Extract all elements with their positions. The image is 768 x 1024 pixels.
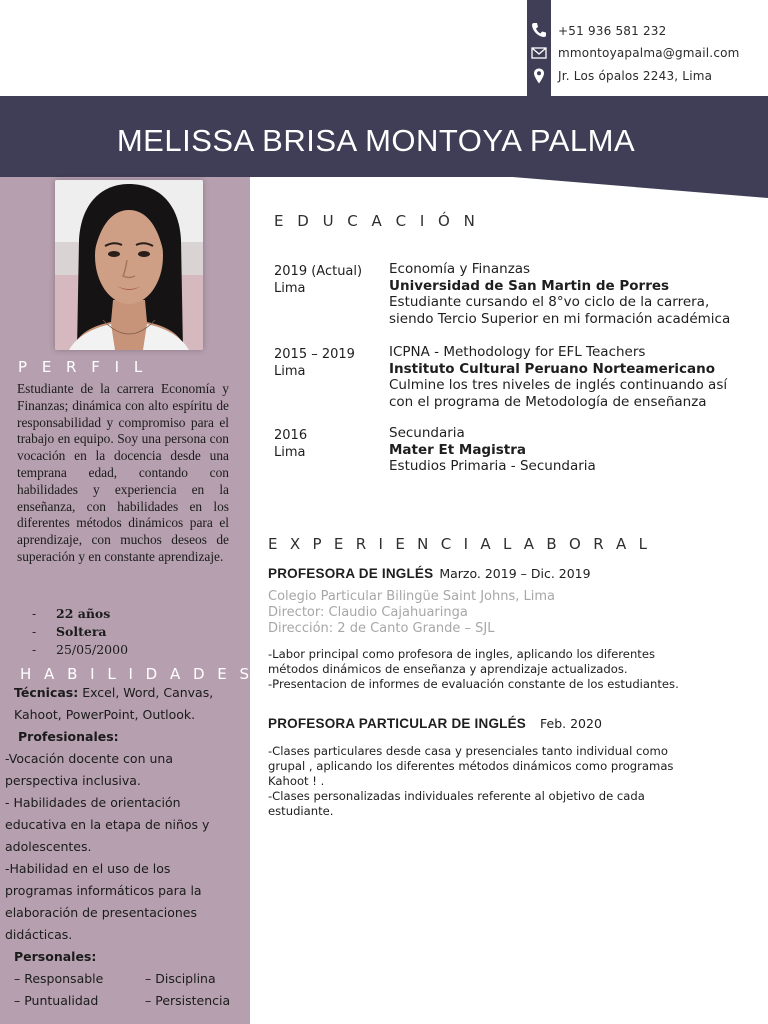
birthdate-text: 25/05/2000 — [56, 642, 129, 657]
profesionales-line: didácticas. — [5, 927, 73, 942]
education-date: 2015 – 2019 Lima — [274, 347, 355, 379]
profesionales-line: programas informáticos para la — [5, 883, 202, 898]
profesionales-line: - Habilidades de orientación — [5, 795, 181, 810]
job-title: PROFESORA PARTICULAR DE INGLÉS — [268, 716, 527, 731]
personales-item: – Puntualidad — [14, 993, 99, 1008]
job-description: -Labor principal como profesora de ingles, aplicando los diferentes métodos dinámicos de enseñanza y aprendizaje actualizados. -Presentacion de informes de evaluación constante de los estudiantes. — [268, 647, 679, 691]
perfil-heading: P E R F I L — [18, 358, 148, 376]
personales-item: – Disciplina — [145, 971, 216, 986]
email-icon — [530, 44, 548, 62]
tecnicas-label: Técnicas: — [14, 685, 79, 700]
location-pin-icon — [530, 67, 548, 85]
age-text: 22 años — [56, 606, 111, 621]
job-title: PROFESORA DE INGLÉS — [268, 566, 434, 581]
personales-label: Personales: — [14, 949, 97, 964]
profesionales-label: Profesionales: — [18, 729, 119, 744]
profesionales-line: perspectiva inclusiva. — [5, 773, 141, 788]
job-employer: Colegio Particular Bilingüe Saint Johns, Lima — [268, 589, 556, 604]
contact-icon-strip — [527, 0, 551, 96]
header-wedge-decoration — [500, 176, 768, 198]
education-field: ICPNA - Methodology for EFL Teachers — [389, 344, 646, 360]
education-date: 2019 (Actual) Lima — [274, 264, 363, 296]
contact-phone[interactable]: +51 936 581 232 — [558, 24, 667, 38]
contact-address: Jr. Los ópalos 2243, Lima — [558, 69, 713, 83]
education-entry: Secundaria Mater Et Magistra Estudios Primaria - Secundaria — [389, 425, 761, 475]
education-school: Universidad de San Martin de Porres — [389, 277, 670, 294]
education-field: Economía y Finanzas — [389, 261, 531, 277]
page-title: MELISSA BRISA MONTOYA PALMA — [116, 123, 636, 158]
header-band — [0, 96, 768, 177]
avatar — [55, 180, 203, 350]
job-director: Director: Claudio Cajahuaringa — [268, 605, 468, 620]
tecnicas-line: Técnicas: Excel, Word, Canvas, — [14, 685, 214, 700]
contact-info — [558, 0, 768, 96]
education-date: 2016 Lima — [274, 428, 308, 460]
contact-email[interactable]: mmontoyapalma@gmail.com — [558, 46, 740, 60]
profesionales-line: -Vocación docente con una — [5, 751, 173, 766]
job-dates: Feb. 2020 — [540, 716, 602, 731]
profesionales-line: adolescentes. — [5, 839, 92, 854]
profesionales-line: elaboración de presentaciones — [5, 905, 197, 920]
personales-item: – Persistencia — [145, 993, 231, 1008]
job-dates: Marzo. 2019 – Dic. 2019 — [439, 566, 591, 581]
education-heading: E D U C A C I Ó N — [274, 212, 480, 230]
education-entry: Economía y Finanzas Universidad de San Martin de Porres Estudiante cursando el 8°vo ciclo de la carrera, siendo Tercio Superior en mi formación académica — [389, 261, 761, 327]
personales-item: – Responsable — [14, 971, 104, 986]
marital-status-text: Soltera — [56, 624, 107, 639]
profile-photo — [55, 180, 203, 350]
education-field: Secundaria — [389, 425, 465, 441]
profesionales-line: educativa en la etapa de niños y — [5, 817, 210, 832]
phone-icon — [530, 21, 548, 39]
tecnicas-line-2: Kahoot, PowerPoint, Outlook. — [14, 707, 196, 722]
education-school: Mater Et Magistra — [389, 441, 526, 458]
job-address: Dirección: 2 de Canto Grande – SJL — [268, 621, 495, 636]
job-description: -Clases particulares desde casa y presenciales tanto individual como grupal , aplicando los diferentes métodos dinámicos como programas Kahoot ! . -Clases personalizadas individuales referente al objetivo de cada estudiante. — [268, 744, 674, 818]
profesionales-line: -Habilidad en el uso de los — [5, 861, 171, 876]
education-entry: ICPNA - Methodology for EFL Teachers Instituto Cultural Peruano Norteamericano Culmine los tres niveles de inglés continuando así con el programa de Metodología de enseñanza — [389, 344, 761, 410]
education-school: Instituto Cultural Peruano Norteamericano — [389, 360, 716, 377]
perfil-text: Estudiante de la carrera Economía y Finanzas; dinámica con alto espíritu de responsabilidad y compromiso para el trabajo en equipo. Soy una persona con vocación en la docencia desde una temprana edad, contando con habilidades y experiencia en la enseñanza, con habilidades en los diferentes métodos dinámicos para el aprendizaje, con muchos deseos de superación y en constante aprendizaje. — [17, 381, 229, 564]
job-title-line — [268, 566, 591, 582]
habilidades-heading: H A B I L I D A D E S — [20, 665, 254, 683]
job-title-line — [268, 716, 602, 732]
job-meta — [268, 589, 555, 637]
sidebar: P E R F I L Estudiante de la carrera Economía y Finanzas; dinámica con alto espíritu de responsabilidad y compromiso para el trabajo en equipo. Soy una persona con vocación en la docencia desde una temprana edad, contando con habilidades y experiencia en la enseñanza, con habilidades en los diferentes métodos dinámicos para el aprendizaje, con muchos deseos de superación y en constante aprendizaje. - 22 años - Soltera - 25/05/2000 H A B I L I D A D E S Técnicas: Excel, Word, Canvas, Kahoot, PowerPoint, Outlook. Profesionales: -Vocación docente con una perspectiva inclusiva. - Habilidades de orientación educativa en la etapa de niños y adolescentes. -Habilidad en el uso de los programas informáticos para la elaboración de presentaciones didácticas. Personales: – Responsable – Disciplina – Puntualidad – Persistencia — [0, 177, 250, 1024]
experience-heading: E X P E R I E N C I A L A B O R A L — [268, 535, 651, 553]
